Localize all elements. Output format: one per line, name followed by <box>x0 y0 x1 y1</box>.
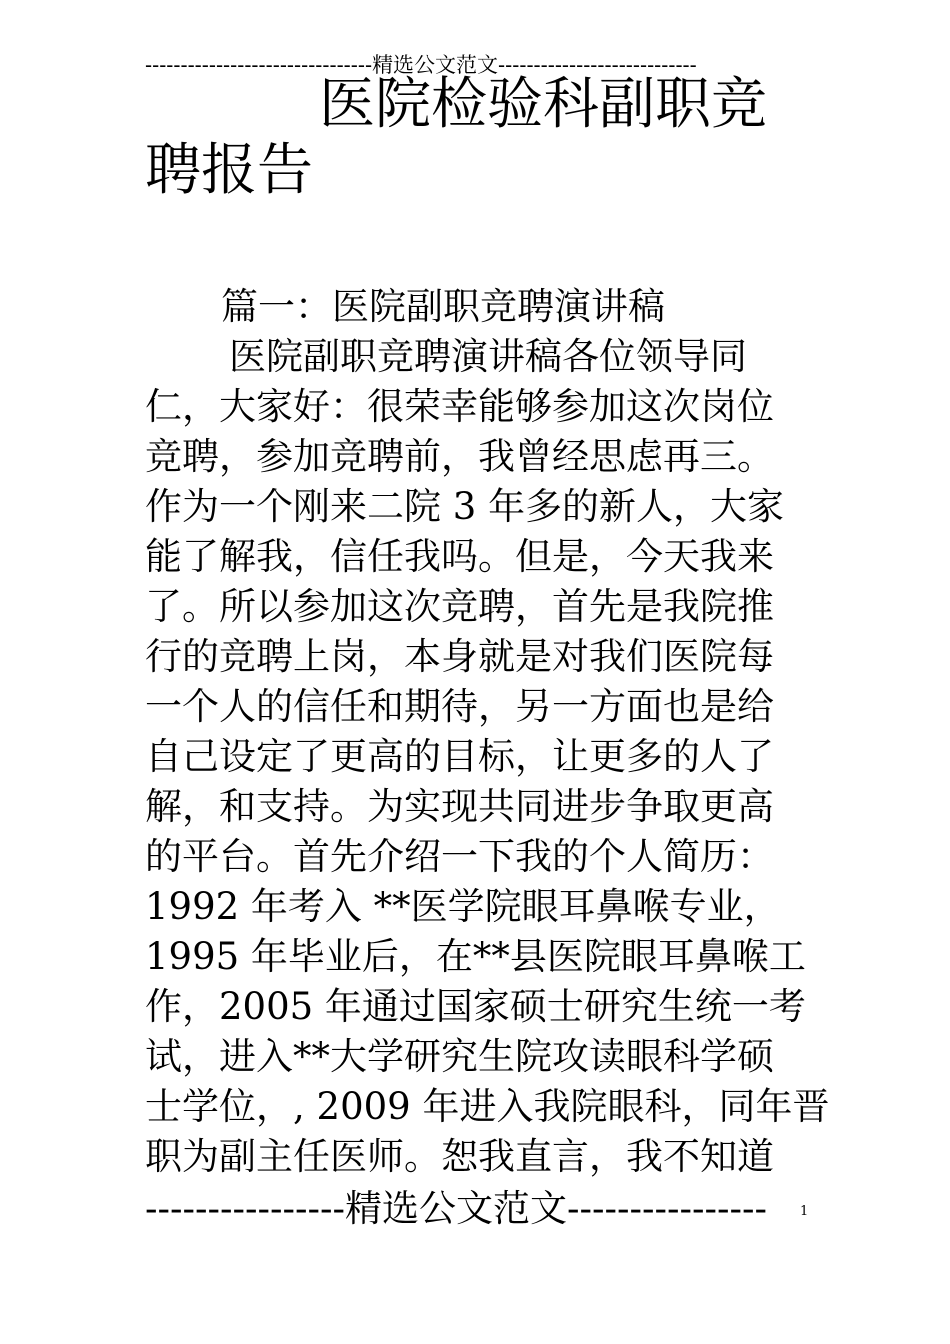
body-line: 作为一个刚来二院 3 年多的新人，大家 <box>145 485 785 528</box>
body-line: 士学位，, 2009 年进入我院眼科，同年晋 <box>145 1085 830 1128</box>
body-line: 能了解我，信任我吗。但是，今天我来 <box>145 535 774 578</box>
title-line-1: 医院检验科副职竞 <box>319 72 767 137</box>
body-line: 竞聘，参加竞聘前，我曾经思虑再三。 <box>145 435 774 478</box>
title-line-2: 聘报告 <box>145 138 313 203</box>
body-line: 职为副主任医师。恕我直言，我不知道 <box>145 1135 774 1178</box>
body-line: 一个人的信任和期待，另一方面也是给 <box>145 685 774 728</box>
body-line: 行的竞聘上岗，本身就是对我们医院每 <box>145 635 774 678</box>
body-line: 医院副职竞聘演讲稿各位领导同 <box>229 335 747 378</box>
body-line: 1992 年考入 **医学院眼耳鼻喉专业， <box>145 885 781 928</box>
body-line: 试，进入**大学研究生院攻读眼科学硕 <box>145 1035 774 1078</box>
body-line: 自己设定了更高的目标，让更多的人了 <box>145 735 774 778</box>
body-line: 1995 年毕业后，在**县医院眼耳鼻喉工 <box>145 935 806 978</box>
body-line: 作，2005 年通过国家硕士研究生统一考 <box>145 985 806 1028</box>
document-body <box>145 282 830 1182</box>
body-line: 的平台。首先介绍一下我的个人简历： <box>145 835 774 878</box>
body-line: 仁，大家好：很荣幸能够参加这次岗位 <box>145 385 774 428</box>
body-line: 了。所以参加这次竞聘，首先是我院推 <box>145 585 774 628</box>
page-number: 1 <box>800 1204 809 1219</box>
section-heading: 篇一：医院副职竞聘演讲稿 <box>221 285 665 328</box>
page-footer: ----------------精选公文范文---------------- <box>145 1187 768 1230</box>
body-line: 解，和支持。为实现共同进步争取更高 <box>145 785 774 828</box>
page-header: --------------------------------精选公文范文---------------------------- <box>145 53 697 77</box>
document-title <box>145 72 805 204</box>
